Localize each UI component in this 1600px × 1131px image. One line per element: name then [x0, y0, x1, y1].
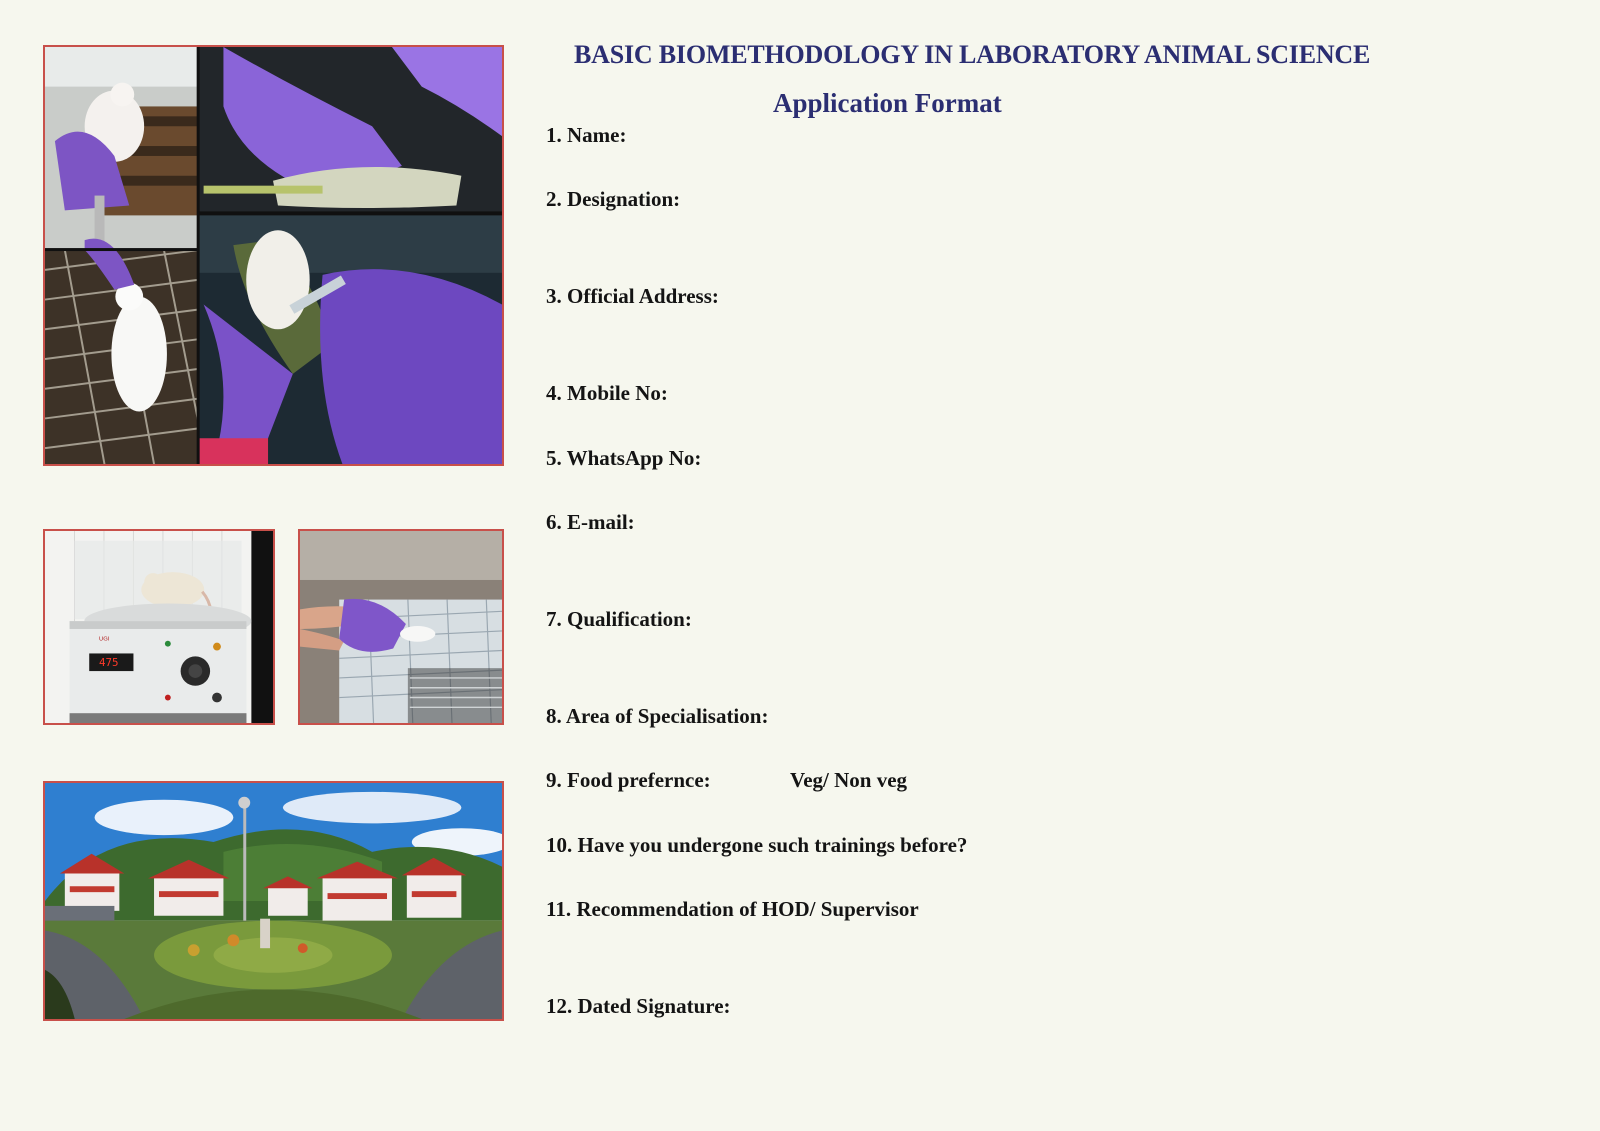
- field-food-preference: [546, 768, 908, 793]
- field-label: 6. E-mail:: [546, 510, 635, 534]
- svg-text:UGI: UGI: [99, 636, 110, 643]
- field-label: 2. Designation:: [546, 187, 681, 211]
- food-options: Veg/ Non veg: [790, 768, 908, 792]
- field-mobile-no: [546, 381, 668, 406]
- field-recommendation: [546, 897, 919, 922]
- field-previous-trainings: [546, 833, 967, 858]
- lab-collage-photo: [43, 45, 504, 466]
- field-label: 12. Dated Signature:: [546, 994, 731, 1018]
- page-subtitle: Application Format: [773, 88, 1002, 118]
- field-qualification: [546, 607, 692, 632]
- field-label: 10. Have you undergone such trainings before?: [546, 833, 968, 857]
- field-label: 1. Name:: [546, 123, 627, 147]
- field-whatsapp-no: [546, 446, 701, 471]
- field-label: 3. Official Address:: [546, 284, 719, 308]
- campus-panorama-photo: [43, 781, 504, 1021]
- field-label: 9. Food prefernce:: [546, 768, 711, 792]
- display-readout: 475: [99, 656, 119, 670]
- field-area-of-specialisation: [546, 704, 768, 729]
- field-label: 8. Area of Specialisation:: [546, 704, 769, 728]
- field-label: 4. Mobile No:: [546, 381, 668, 405]
- field-dated-signature: [546, 994, 731, 1019]
- field-label: 5. WhatsApp No:: [546, 446, 702, 470]
- field-email: [546, 510, 635, 535]
- field-label: 7. Qualification:: [546, 607, 692, 631]
- field-official-address: [546, 284, 719, 309]
- mouse-handling-photo: [298, 529, 504, 725]
- field-designation: [546, 187, 680, 212]
- analgesiometer-photo: [43, 529, 275, 725]
- field-name: [546, 123, 626, 148]
- page-title: BASIC BIOMETHODOLOGY IN LABORATORY ANIMAL SCIENCE: [574, 40, 1371, 69]
- field-label: 11. Recommendation of HOD/ Supervisor: [546, 897, 919, 921]
